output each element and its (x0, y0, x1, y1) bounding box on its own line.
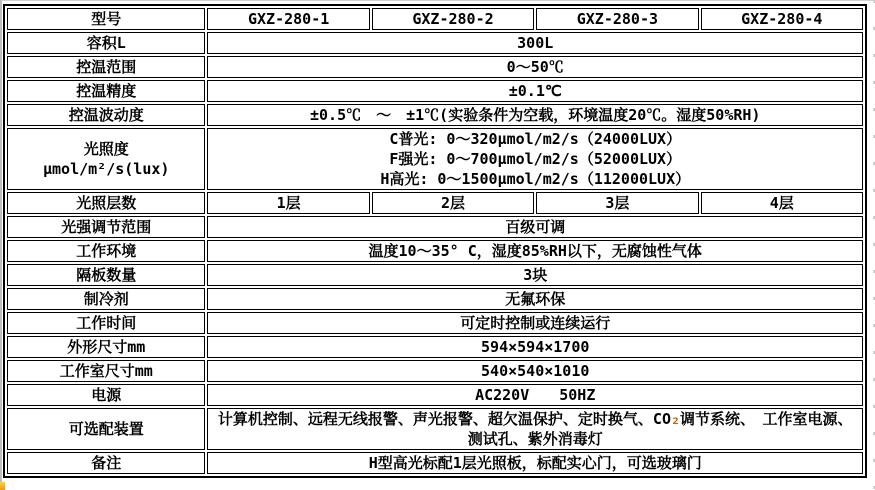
spec-row (7, 408, 863, 450)
spec-value: 594×594×1700 (207, 336, 863, 358)
spec-table (3, 4, 867, 478)
spec-value: 3块 (207, 264, 863, 286)
spec-value-line: H高光: 0～1500μmol/m2/s（112000LUX） (380, 170, 691, 188)
spec-value: 无氟环保 (207, 288, 863, 310)
spec-label: 光强调节范围 (7, 216, 205, 238)
spec-row (7, 216, 863, 238)
spec-value: H型高光标配1层光照板，标配实心门，可选玻璃门 (207, 452, 863, 474)
spec-value: GXZ-280-2 (372, 8, 534, 30)
spec-label-line: 光照度 (83, 140, 129, 158)
spec-row (7, 240, 863, 262)
spec-value-line: F强光: 0～700μmol/m2/s（52000LUX） (389, 150, 682, 168)
spec-row (7, 288, 863, 310)
spec-value: 百级可调 (207, 216, 863, 238)
spec-row (7, 80, 863, 102)
spec-value: 可定时控制或连续运行 (207, 312, 863, 334)
page-edge-top (0, 0, 875, 1)
co2-subscript: ₂ (670, 410, 681, 428)
spec-row (7, 32, 863, 54)
spec-label: 可选配装置 (7, 408, 205, 450)
spec-label: 控温范围 (7, 56, 205, 78)
spec-value: 300L (207, 32, 863, 54)
spec-label-line: μmol/m²/s(lux) (43, 160, 170, 178)
spec-value: 温度10～35° C，湿度85%RH以下，无腐蚀性气体 (207, 240, 863, 262)
spec-value: AC220V 50HZ (207, 384, 863, 406)
spec-value: GXZ-280-4 (701, 8, 863, 30)
spec-value: 3层 (536, 192, 698, 214)
spec-row (7, 128, 863, 190)
spec-value: 1层 (207, 192, 369, 214)
spec-row (7, 104, 863, 126)
spec-value: GXZ-280-3 (536, 8, 698, 30)
spec-label: 隔板数量 (7, 264, 205, 286)
spec-label: 工作时间 (7, 312, 205, 334)
spec-value: 2层 (372, 192, 534, 214)
spec-label: 控温波动度 (7, 104, 205, 126)
spec-value: 4层 (701, 192, 863, 214)
spec-label: 工作环境 (7, 240, 205, 262)
spec-row (7, 264, 863, 286)
spec-value: 540×540×1010 (207, 360, 863, 382)
spec-row (7, 8, 863, 30)
spec-row (7, 452, 863, 474)
spec-row (7, 312, 863, 334)
page-edge-left (0, 0, 2, 490)
spec-value: ±0.5℃ ～ ±1℃(实验条件为空载，环境温度20℃。湿度50%RH) (207, 104, 863, 126)
spec-label: 外形尺寸mm (7, 336, 205, 358)
spec-value-line: C普光: 0～320μmol/m2/s（24000LUX） (389, 130, 682, 148)
spec-row (7, 56, 863, 78)
spec-label: 备注 (7, 452, 205, 474)
spec-value: 计算机控制、远程无线报警、声光报警、超欠温保护、定时换气、CO₂调节系统、 工作室电源、测试孔、紫外消毒灯 (207, 408, 863, 450)
spec-value (207, 128, 863, 190)
spec-label: 光照层数 (7, 192, 205, 214)
spec-label: 型号 (7, 8, 205, 30)
spec-label: 工作室尺寸mm (7, 360, 205, 382)
spec-value: 0～50℃ (207, 56, 863, 78)
spec-label: 制冷剂 (7, 288, 205, 310)
spec-label: 电源 (7, 384, 205, 406)
spec-row (7, 384, 863, 406)
spec-row (7, 192, 863, 214)
spec-label (7, 128, 205, 190)
spec-value: GXZ-280-1 (207, 8, 369, 30)
spec-row (7, 336, 863, 358)
spec-row (7, 360, 863, 382)
corner-artifact (0, 482, 5, 490)
spec-label: 容积L (7, 32, 205, 54)
spec-value: ±0.1℃ (207, 80, 863, 102)
spec-label: 控温精度 (7, 80, 205, 102)
